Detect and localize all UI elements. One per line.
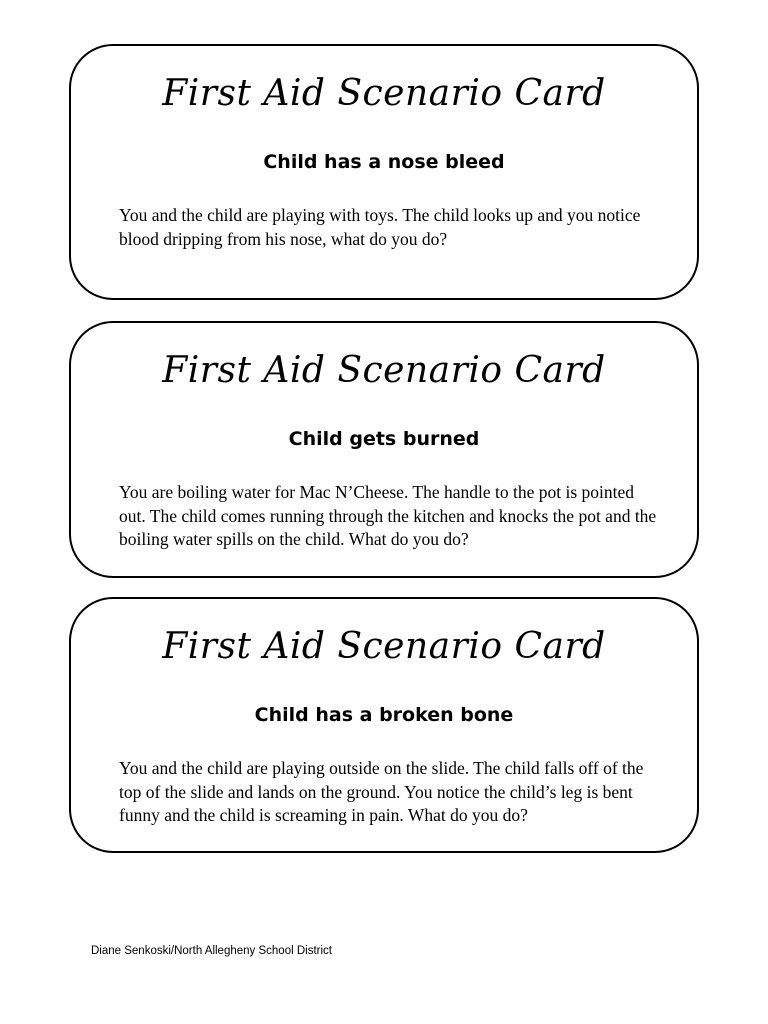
card-title: First Aid Scenario Card [162, 350, 606, 391]
scenario-card-nose-bleed [69, 44, 699, 300]
scenario-card-burn [69, 321, 699, 578]
footer-credit: Diane Senkoski/North Allegheny School District [91, 945, 332, 957]
card-scenario-text: You and the child are playing outside on the slide. The child falls off of the top of the slide and lands on the ground. You notice the child’s leg is bent funny and the child is screaming in pain. What do you do? [119, 758, 644, 825]
card-subtitle: Child gets burned [288, 428, 480, 450]
scenario-card-broken-bone [69, 597, 699, 853]
card-title: First Aid Scenario Card [162, 73, 606, 114]
card-title: First Aid Scenario Card [162, 626, 606, 667]
card-subtitle: Child has a broken bone [254, 704, 514, 726]
card-subtitle: Child has a nose bleed [263, 151, 505, 173]
card-scenario-text: You and the child are playing with toys. The child looks up and you notice blood dripping from his nose, what do you do? [119, 205, 641, 249]
card-scenario-text: You are boiling water for Mac N’Cheese. The handle to the pot is pointed out. The child comes running through the kitchen and knocks the pot and the boiling water spills on the child. What do you do? [119, 482, 657, 549]
